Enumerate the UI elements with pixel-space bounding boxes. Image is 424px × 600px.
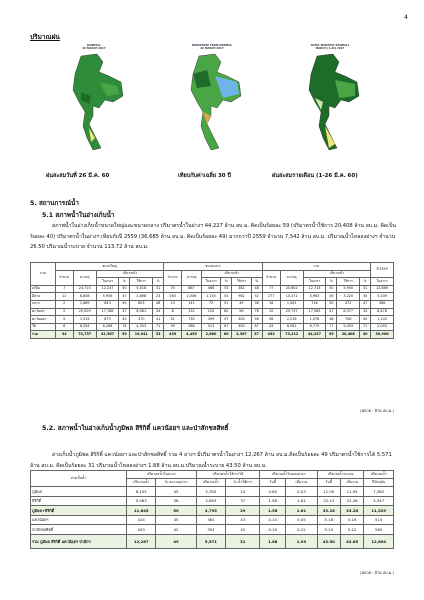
table-cell: 105: [201, 308, 221, 316]
table-cell: 4,353: [130, 323, 153, 331]
col-header: วันนี้: [260, 479, 286, 487]
table-cell: 735: [182, 316, 201, 324]
table-cell: 46: [153, 300, 164, 308]
col-header: ใช้การ: [337, 278, 360, 286]
table-row: [31, 506, 394, 516]
table-cell: 56: [251, 316, 262, 324]
reservoir-paragraph: สภาพน้ำในอ่างเก็บน้ำขนาดใหญ่และขนาดกลาง ปริมาตรน้ำในอ่างฯ 44,227 ล้าน ลบ.ม. คิดเป็นร้อยละ 59 (ปริมาตรน้ำใช้การ 20,408 ล้าน ลบ.ม. คิดเป็นร้อยละ 40) ปริมาตรน้ำในอ่างฯ เทียบกับปี 2559 (36,685 ล้าน ลบ.ม. คิดเป็นร้อยละ 49) มากกว่าปี 2559 จำนวน 7,542 ล้าน ลบ.ม. ปริมาณน้ำไหลลงอ่างฯ จำนวน 26.50 ปริมาณน้ำระบาย จำนวน 113.72 ล้าน ลบ.ม.: [30, 223, 396, 251]
table-cell: 8,808: [73, 293, 96, 301]
table-row: [31, 525, 394, 535]
table-cell: 5,571: [196, 534, 226, 548]
table-cell: 263: [164, 293, 182, 301]
table-cell: 515: [364, 515, 394, 525]
table-cell: 5,518: [130, 285, 153, 293]
map-captions: [40, 172, 384, 182]
map-caption: ฝนสะสมวันที่ 26 มี.ค. 60: [46, 173, 110, 179]
table-cell: 31: [153, 285, 164, 293]
col-header: % ความจุอ่างฯ: [156, 479, 196, 487]
table-cell: 71: [360, 323, 371, 331]
thailand-map-icon: [177, 52, 247, 152]
table-cell: 23: [153, 293, 164, 301]
rain-heading: ปริมาณฝน: [30, 33, 60, 41]
table-cell: 0.03: [286, 487, 317, 497]
table-cell: 0.19: [260, 525, 286, 535]
col-header: ความจุ: [182, 270, 201, 285]
table-cell: 57: [251, 331, 262, 339]
table-cell: 11,529: [364, 506, 394, 516]
table-cell: 48: [326, 316, 337, 324]
map-caption: เทียบกับค่าเฉลี่ย 30 ปี: [178, 173, 232, 179]
col-header: ปริมาณน้ำไหลลงอ่างฯ: [260, 471, 317, 479]
rain-maps: [40, 44, 384, 156]
table-cell: 300: [232, 316, 251, 324]
page-number: 4: [404, 14, 408, 21]
table-cell: 4,347: [364, 496, 394, 506]
col-header: ปริมาณน้ำ: [126, 479, 156, 487]
table-row: [31, 308, 394, 316]
table-cell: 5.15: [317, 525, 340, 535]
table-cell: 7: [55, 285, 73, 293]
table-cell: 141: [182, 300, 201, 308]
table-cell: 49: [156, 534, 196, 548]
col-header: ใช้การ: [130, 278, 153, 286]
table-cell: 313: [201, 323, 221, 331]
table-cell: 643: [96, 300, 119, 308]
table-cell: 10: [262, 308, 280, 316]
table-cell: 0.14: [260, 515, 286, 525]
col-header: ขนาดกลาง: [164, 263, 263, 271]
table-cell: 24,715: [73, 285, 96, 293]
table-row: [31, 293, 394, 301]
table-cell: 12: [55, 293, 73, 301]
table-cell: 8,878: [371, 308, 394, 316]
table-row: [31, 487, 394, 497]
table-cell: 386: [371, 300, 394, 308]
table-cell: 43.65: [340, 534, 363, 548]
table-cell: 33.28: [340, 506, 363, 516]
table-cell: 13: [164, 300, 182, 308]
table-cell: 36: [251, 300, 262, 308]
col-header: ปริมาณน้ำ: [303, 270, 371, 278]
col-header: ปริมาตรน้ำในอ่างฯ: [126, 471, 196, 479]
table-cell: 5,900: [337, 285, 360, 293]
section-heading: 5. สถานการณ์น้ำ: [30, 200, 79, 207]
row-label: รวม: [31, 331, 56, 339]
rainfall-map: [44, 44, 144, 144]
col-header: ปริมาณน้ำ: [196, 479, 226, 487]
col-header: ปริมาณน้ำ: [364, 471, 394, 479]
col-header: ใช้การ: [232, 278, 251, 286]
table-cell: 59: [119, 331, 130, 339]
table-cell: 10,372: [280, 293, 303, 301]
table-cell: 60: [221, 331, 232, 339]
table-cell: 132: [182, 308, 201, 316]
table-cell: 72: [201, 300, 221, 308]
table-cell: 1.56: [260, 506, 286, 516]
table-row: [31, 534, 394, 548]
table-cell: 48: [251, 285, 262, 293]
table-cell: 56: [262, 316, 280, 324]
table-cell: 20,408: [337, 331, 360, 339]
table-cell: 2,006: [182, 293, 201, 301]
table-cell: 59: [326, 331, 337, 339]
table-cell: 400: [232, 323, 251, 331]
table-cell: 77: [326, 323, 337, 331]
table-cell: 87: [221, 323, 232, 331]
table-cell: 50: [326, 285, 337, 293]
table-cell: 0.05: [286, 515, 317, 525]
table-cell: 2,898: [130, 293, 153, 301]
table-cell: 43: [226, 515, 260, 525]
table-cell: 74: [119, 323, 130, 331]
table-cell: 5.18: [317, 515, 340, 525]
table-cell: 4,795: [196, 506, 226, 516]
table-cell: 2,367: [232, 331, 251, 339]
reservoir-table: [30, 262, 394, 339]
table-cell: 29,009: [73, 308, 96, 316]
major-dams-table: [30, 470, 394, 549]
row-label: รวม ภูมิพล สิริกิติ์ แควน้อยฯ ป่าสักฯ: [31, 534, 127, 548]
table-cell: 12,604: [364, 534, 394, 548]
col-header: %: [221, 278, 232, 286]
table-row: [31, 515, 394, 525]
unit-note: (หน่วย : ล้าน ลบ.ม.): [359, 570, 394, 575]
table-cell: 5,209: [371, 293, 394, 301]
subsection-heading: 5.1 สภาพน้ำในอ่างเก็บน้ำ: [42, 212, 115, 219]
table-cell: 80: [221, 308, 232, 316]
col-header: ปริมาณน้ำ: [201, 270, 262, 278]
table-cell: 2,305: [196, 487, 226, 497]
table-cell: 30,908: [371, 331, 394, 339]
table-cell: 50: [119, 285, 130, 293]
table-cell: 37: [226, 496, 260, 506]
major-dams-paragraph: อ่างเก็บน้ำภูมิพล สิริกิติ์ แควน้อยฯ และป่าสักชลสิทธิ์ รวม 4 อ่างฯ มีปริมาตรน้ำในอ่างฯ 12,267 ล้าน ลบ.ม.คิดเป็นร้อยละ 49 ปริมาตรน้ำใช้การได้ 5,571 ล้าน ลบ.ม. คิดเป็นร้อยละ 31 ปริมาณน้ำไหลลงอ่างฯ 1.88 ล้าน ลบ.ม.ปริมาณน้ำระบาย 43.50 ล้าน ลบ.ม.: [30, 452, 392, 469]
row-label: ตะวันตก: [31, 308, 56, 316]
table-cell: 7,362: [364, 487, 394, 497]
table-row: [31, 300, 394, 308]
map-caption: ฝนสะสมรายเดือน (1-26 มี.ค. 60): [272, 173, 358, 179]
table-cell: 87: [251, 323, 262, 331]
table-cell: 12,889: [371, 285, 394, 293]
table-cell: 603: [130, 300, 153, 308]
row-label: ตะวันออก: [31, 316, 56, 324]
table-cell: 50: [326, 300, 337, 308]
col-header: % น้ำใช้การ: [226, 479, 260, 487]
col-header: ปีปัจจุบัน: [364, 479, 394, 487]
col-header: ในอ่างฯ: [303, 278, 326, 286]
table-cell: 44,227: [303, 331, 326, 339]
table-cell: 2: [55, 300, 73, 308]
col-header: %: [360, 278, 371, 286]
table-cell: 1,078: [303, 316, 326, 324]
table-cell: 12,247: [96, 285, 119, 293]
table-cell: 370: [130, 316, 153, 324]
table-cell: 47: [360, 300, 371, 308]
col-header: วันนี้: [317, 479, 340, 487]
table-cell: 71: [153, 323, 164, 331]
col-header: จำนวน: [262, 270, 280, 285]
table-cell: 49: [232, 300, 251, 308]
table-cell: 706: [337, 316, 360, 324]
table-cell: 388: [182, 323, 201, 331]
table-cell: 0.65: [260, 487, 286, 497]
col-header: เมื่อวาน: [286, 479, 317, 487]
col-header: ปริมาตรน้ำใช้การได้: [196, 471, 260, 479]
row-label: ป่าสักชลสิทธิ์: [31, 525, 127, 535]
row-label: ภูมิพล+สิริกิติ์: [31, 506, 127, 516]
col-header: ความจุ: [280, 270, 303, 285]
table-cell: 49: [119, 300, 130, 308]
table-cell: 43: [119, 316, 130, 324]
table-cell: 34: [360, 308, 371, 316]
table-cell: 439: [164, 331, 182, 339]
table-cell: 41,567: [96, 331, 119, 339]
table-cell: 2,218: [280, 316, 303, 324]
col-header: %: [326, 278, 337, 286]
table-cell: 40: [360, 331, 371, 339]
table-cell: 1.93: [286, 534, 317, 548]
table-cell: 5,053: [337, 323, 360, 331]
table-cell: 1,869: [73, 300, 96, 308]
table-cell: 45: [156, 515, 196, 525]
table-cell: 5.22: [340, 525, 363, 535]
table-cell: 1,061: [280, 300, 303, 308]
table-cell: 452: [262, 331, 280, 339]
row-label: สิริกิติ์: [31, 496, 127, 506]
table-row: [31, 285, 394, 293]
table-cell: 1.56: [260, 496, 286, 506]
thailand-map-icon: [59, 52, 129, 152]
col-header: ขนาดใหญ่: [55, 263, 163, 271]
table-cell: 403: [126, 525, 156, 535]
table-cell: 50: [156, 506, 196, 516]
table-cell: 5,963: [303, 293, 326, 301]
table-cell: 29: [226, 506, 260, 516]
table-cell: 56: [156, 496, 196, 506]
row-label: ใต้: [31, 323, 56, 331]
table-cell: 12,713: [303, 285, 326, 293]
table-cell: 24: [226, 487, 260, 497]
col-header: %: [251, 278, 262, 286]
col-header: ความจุ: [73, 270, 96, 285]
col-header: เมื่อวาน: [340, 479, 363, 487]
table-cell: 1.61: [286, 496, 317, 506]
table-cell: 51: [221, 300, 232, 308]
table-cell: 2: [55, 308, 73, 316]
table-cell: 2,660: [201, 331, 221, 339]
table-cell: 8,377: [337, 308, 360, 316]
col-header: ในอ่างฯ: [371, 278, 394, 286]
table-cell: 33: [153, 331, 164, 339]
table-cell: 29,737: [280, 308, 303, 316]
col-header: อ่างเก็บน้ำ: [31, 471, 127, 487]
table-cell: 397: [196, 525, 226, 535]
table-cell: 472: [337, 300, 360, 308]
table-cell: 31: [360, 285, 371, 293]
table-cell: 47: [119, 293, 130, 301]
table-cell: 42: [226, 525, 260, 535]
col-header: ในอ่างฯ: [201, 278, 221, 286]
unit-note: (หน่วย : ล้าน ลบ.ม.): [359, 408, 394, 413]
table-cell: 6,779: [303, 323, 326, 331]
table-cell: 51: [164, 316, 182, 324]
table-cell: 466: [201, 285, 221, 293]
table-cell: 34: [55, 331, 73, 339]
table-cell: 4,455: [182, 331, 201, 339]
col-header: จำนวน: [164, 270, 182, 285]
table-cell: 3,220: [337, 293, 360, 301]
table-cell: 73,212: [280, 331, 303, 339]
table-cell: 76: [251, 308, 262, 316]
table-cell: 673: [96, 316, 119, 324]
col-header: จำนวน: [55, 270, 73, 285]
table-cell: 17,788: [96, 308, 119, 316]
col-header: ปริมาณน้ำ: [96, 270, 164, 278]
table-cell: 49: [326, 293, 337, 301]
table-cell: 11,645: [126, 506, 156, 516]
table-row: [31, 496, 394, 506]
table-cell: 11.95: [340, 487, 363, 497]
col-header: ในอ่างฯ: [96, 278, 119, 286]
table-cell: 8: [164, 308, 182, 316]
row-label: เหนือ: [31, 285, 56, 293]
row-label: อีสาน: [31, 293, 56, 301]
table-cell: 96: [232, 308, 251, 316]
table-row: [31, 316, 394, 324]
table-cell: 47: [119, 308, 130, 316]
table-cell: 277: [262, 293, 280, 301]
table-cell: 34: [153, 308, 164, 316]
col-header: ภาค: [31, 263, 56, 286]
table-cell: 52: [251, 293, 262, 301]
monthly-rainfall-map: [280, 44, 380, 144]
col-header: %: [153, 278, 164, 286]
table-cell: 19,041: [130, 331, 153, 339]
table-cell: 42: [156, 525, 196, 535]
subsection-heading: 5.2. สภาพน้ำในอ่างเก็บน้ำภูมิพล สิริกิติ์ แควน้อยฯ และป่าสักชลสิทธิ์: [42, 425, 229, 432]
table-cell: 381: [196, 515, 226, 525]
col-header: ปริมาณน้ำระบาย: [317, 471, 364, 479]
table-cell: 6,266: [96, 323, 119, 331]
table-cell: 6: [55, 323, 73, 331]
table-cell: 31: [226, 534, 260, 548]
map-title: RAINFALL 26 MARCH 2017: [82, 44, 106, 50]
table-cell: 43.50: [317, 534, 340, 548]
table-cell: 41: [153, 316, 164, 324]
table-cell: 17,983: [303, 308, 326, 316]
table-cell: 716: [303, 300, 326, 308]
thailand-map-icon: [295, 52, 365, 152]
table-row: [31, 323, 394, 331]
table-cell: 47: [326, 308, 337, 316]
table-cell: 382: [232, 285, 251, 293]
row-label: แควน้อยฯ: [31, 515, 127, 525]
table-cell: 962: [232, 293, 251, 301]
table-cell: 5,958: [96, 293, 119, 301]
col-header: รวม: [262, 263, 370, 271]
table-cell: 1,515: [73, 316, 96, 324]
table-cell: 0.22: [286, 525, 317, 535]
table-cell: 43: [262, 323, 280, 331]
table-cell: 1,143: [371, 316, 394, 324]
table-cell: 8,982: [280, 323, 303, 331]
table-cell: 5.16: [340, 515, 363, 525]
table-cell: 1.61: [286, 506, 317, 516]
table-cell: 16: [262, 300, 280, 308]
row-label: กลาง: [31, 300, 56, 308]
table-cell: 77: [262, 285, 280, 293]
table-cell: 1.88: [260, 534, 286, 548]
table-cell: 5,563: [126, 496, 156, 506]
table-cell: 1,155: [201, 293, 221, 301]
table-cell: 53: [221, 285, 232, 293]
table-cell: 887: [182, 285, 201, 293]
table-cell: 5: [55, 316, 73, 324]
col-header: %: [119, 278, 130, 286]
table-cell: 70,757: [73, 331, 96, 339]
table-cell: 45: [360, 316, 371, 324]
table-cell: 8,081: [130, 308, 153, 316]
table-cell: 399: [201, 316, 221, 324]
table-cell: 45: [156, 487, 196, 497]
table-cell: 2,693: [196, 496, 226, 506]
row-label: ภูมิพล: [31, 487, 127, 497]
table-cell: 57: [221, 316, 232, 324]
table-cell: 55: [221, 293, 232, 301]
table-cell: 70: [164, 285, 182, 293]
table-cell: 25,602: [280, 285, 303, 293]
table-cell: 2,003: [371, 323, 394, 331]
table-cell: 22.13: [317, 496, 340, 506]
map-title: DEPARTURE FROM NORMAL 26 MARCH 2017: [191, 44, 233, 50]
table-cell: 22.26: [340, 496, 363, 506]
col-header: ปี 2559: [371, 263, 394, 278]
map-title: TOTAL MONTHLY RAINFALL MARCH (1-26) 2017: [310, 44, 350, 50]
departure-map: [162, 44, 262, 144]
table-cell: 11.05: [317, 487, 340, 497]
table-row: [31, 331, 394, 339]
table-cell: 30: [360, 293, 371, 301]
table-cell: 39: [164, 323, 182, 331]
table-cell: 565: [364, 525, 394, 535]
table-cell: 8,594: [73, 323, 96, 331]
table-cell: 424: [126, 515, 156, 525]
table-cell: 33.18: [317, 506, 340, 516]
table-cell: 6,105: [126, 487, 156, 497]
table-cell: 12,267: [126, 534, 156, 548]
